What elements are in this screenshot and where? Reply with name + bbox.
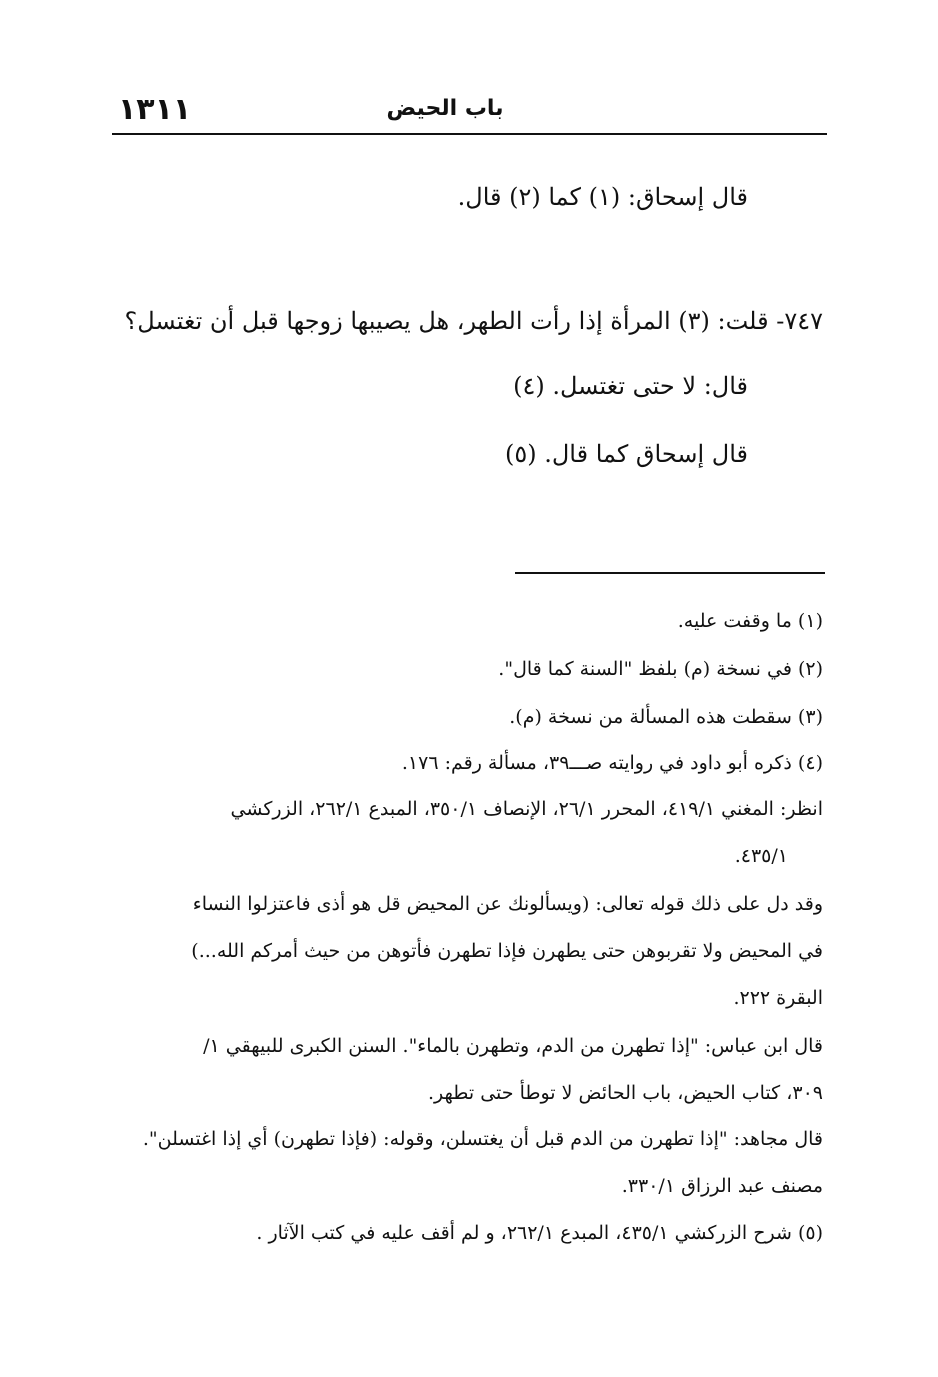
footnote-divider [515,572,825,574]
footnote-4-ref-line-2: ٤٣٥/١. [734,845,788,867]
footnote-4: (٤) ذكره أبو داود في روايته صـــ٣٩، مسألة رقم: ١٧٦. [401,752,823,774]
footnote-1: (١) ما وقفت عليه. [677,610,823,632]
footnote-2: (٢) في نسخة (م) بلفظ "السنة كما قال". [498,658,823,680]
issue-747-answer: قال: لا حتى تغتسل. (٤) [513,372,748,400]
footnote-3: (٣) سقطت هذه المسألة من نسخة (م). [509,706,823,728]
chapter-title: باب الحيض [386,96,504,121]
issue-747-question: ٧٤٧- قلت: (٣) المرأة إذا رأت الطهر، هل يصيبها زوجها قبل أن تغتسل؟ [124,307,823,335]
footnote-4-quran-line-3: البقرة ٢٢٢. [733,987,823,1009]
header-divider [112,133,827,135]
footnote-4-ref-line-1: انظر: المغني ٤١٩/١، المحرر ٢٦/١، الإنصاف ٣٥٠/١، المبدع ٢٦٢/١، الزركشي [230,798,823,820]
footnote-4-ibn-abbas-line-1: قال ابن عباس: "إذا تطهرن من الدم، وتطهرن بالماء". السنن الكبرى للبيهقي ١/ [203,1035,823,1057]
footnote-4-quran-line-1: وقد دل على ذلك قوله تعالى: (ويسألونك عن المحيض قل هو أذى فاعتزلوا النساء [192,893,823,915]
page-number: ١٣١١ [118,92,192,127]
footnote-4-mujahid-line-2: مصنف عبد الرزاق ٣٣٠/١. [621,1175,823,1197]
body-line-ishaq-1: قال إسحاق: (١) كما (٢) قال. [457,183,748,211]
footnote-5: (٥) شرح الزركشي ٤٣٥/١، المبدع ٢٦٢/١، و لم أقف عليه في كتب الآثار . [256,1222,823,1244]
footnote-4-quran-line-2: في المحيض ولا تقربوهن حتى يطهرن فإذا تطهرن فأتوهن من حيث أمركم الله...) [191,940,823,962]
footnote-4-ibn-abbas-line-2: ٣٠٩، كتاب الحيض، باب الحائض لا توطأ حتى تطهر. [428,1082,823,1104]
body-line-ishaq-2: قال إسحاق كما قال. (٥) [504,440,748,468]
footnote-4-mujahid-line-1: قال مجاهد: "إذا تطهرن من الدم قبل أن يغتسلن، وقوله: (فإذا تطهرن) أي إذا اغتسلن". [142,1128,823,1150]
